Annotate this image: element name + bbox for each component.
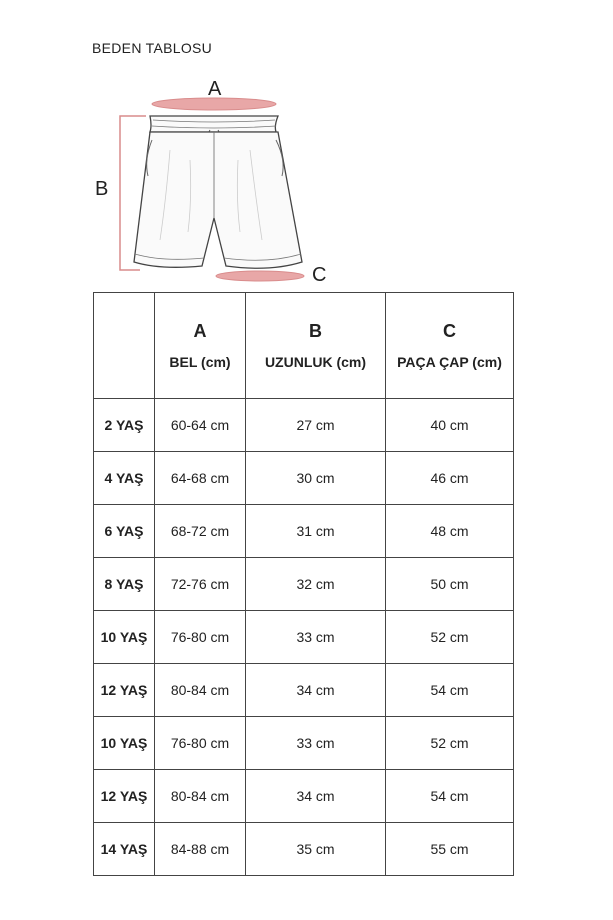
shorts-waistband [150, 116, 278, 132]
header-empty-cell [94, 293, 155, 399]
length-cell: 35 cm [246, 823, 386, 876]
age-cell: 8 YAŞ [94, 558, 155, 611]
age-cell: 2 YAŞ [94, 399, 155, 452]
col-letter: A [193, 321, 207, 341]
waist-cell: 64-68 cm [155, 452, 246, 505]
length-cell: 33 cm [246, 611, 386, 664]
table-row [94, 505, 514, 558]
diagram-label-a: A [208, 78, 222, 100]
waist-cell: 84-88 cm [155, 823, 246, 876]
hem-cell: 46 cm [386, 452, 514, 505]
table-row [94, 770, 514, 823]
age-cell: 10 YAŞ [94, 611, 155, 664]
waist-cell: 60-64 cm [155, 399, 246, 452]
waist-cell: 72-76 cm [155, 558, 246, 611]
col-name: PAÇA ÇAP (cm) [397, 354, 502, 370]
hem-cell: 54 cm [386, 664, 514, 717]
hem-cell: 52 cm [386, 717, 514, 770]
table-row [94, 558, 514, 611]
hem-cell: 55 cm [386, 823, 514, 876]
table-row [94, 611, 514, 664]
diagram-label-c: C [312, 264, 327, 286]
age-cell: 10 YAŞ [94, 717, 155, 770]
hem-cell: 54 cm [386, 770, 514, 823]
waist-cell: 76-80 cm [155, 717, 246, 770]
age-cell: 14 YAŞ [94, 823, 155, 876]
age-cell: 4 YAŞ [94, 452, 155, 505]
shorts-body [134, 132, 302, 268]
diagram-label-b: B [95, 178, 109, 200]
age-cell: 6 YAŞ [94, 505, 155, 558]
waist-cell: 68-72 cm [155, 505, 246, 558]
col-letter: B [309, 321, 322, 341]
hem-cell: 52 cm [386, 611, 514, 664]
length-cell: 32 cm [246, 558, 386, 611]
page-title: BEDEN TABLOSU [92, 40, 213, 56]
header-col-a [155, 293, 246, 399]
hem-cell: 48 cm [386, 505, 514, 558]
hem-cell: 50 cm [386, 558, 514, 611]
length-cell: 31 cm [246, 505, 386, 558]
length-cell: 30 cm [246, 452, 386, 505]
table-header-row [94, 293, 514, 399]
header-col-b [246, 293, 386, 399]
col-name: UZUNLUK (cm) [264, 354, 367, 370]
col-letter: C [443, 321, 456, 341]
length-cell: 27 cm [246, 399, 386, 452]
table-row [94, 399, 514, 452]
table-row [94, 452, 514, 505]
waist-cell: 76-80 cm [155, 611, 246, 664]
length-cell: 33 cm [246, 717, 386, 770]
hem-cell: 40 cm [386, 399, 514, 452]
length-cell: 34 cm [246, 664, 386, 717]
age-cell: 12 YAŞ [94, 770, 155, 823]
col-name: BEL (cm) [169, 354, 231, 370]
header-col-c [386, 293, 514, 399]
size-table [93, 292, 514, 876]
table-row [94, 717, 514, 770]
waist-cell: 80-84 cm [155, 770, 246, 823]
length-cell: 34 cm [246, 770, 386, 823]
age-cell: 12 YAŞ [94, 664, 155, 717]
table-row [94, 664, 514, 717]
table-row [94, 823, 514, 876]
hem-measure-marker [216, 271, 304, 281]
waist-cell: 80-84 cm [155, 664, 246, 717]
shorts-icon [0, 0, 613, 292]
